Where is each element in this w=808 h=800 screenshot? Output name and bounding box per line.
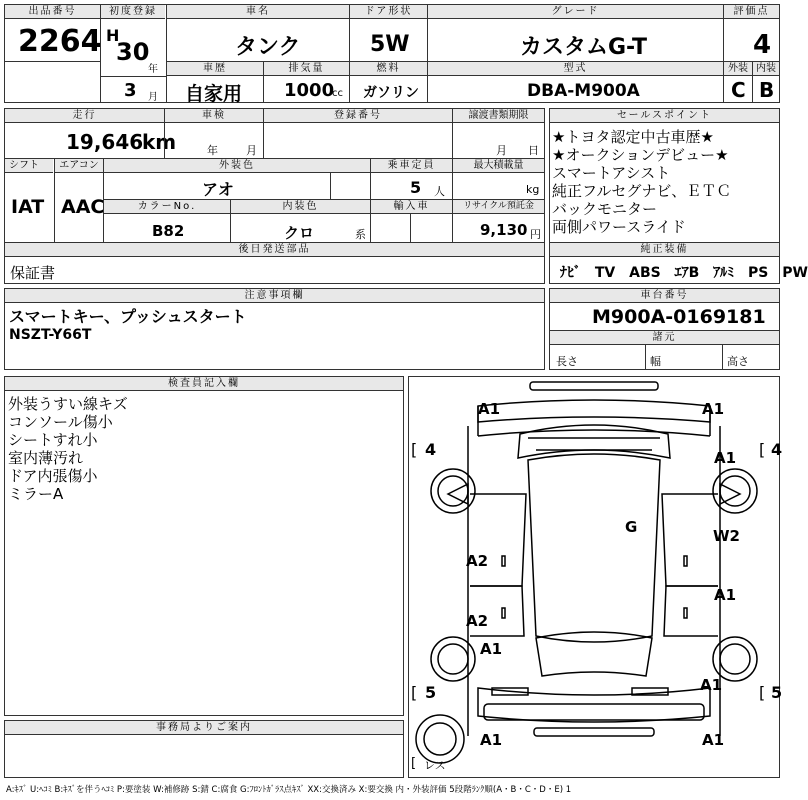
inspector-line: 室内薄汚れ — [8, 449, 84, 467]
int-grade-label: 内装 — [753, 62, 779, 76]
tire-fl: 4 — [425, 440, 437, 459]
int-color: クロ — [284, 224, 315, 242]
inspector-line: ミラーA — [8, 485, 64, 503]
import-label: 輸入車 — [371, 200, 452, 214]
grade: カスタムG-T — [520, 35, 647, 60]
recycle: 9,130 — [480, 221, 528, 239]
recycle-label: リサイクル預託金 — [453, 200, 544, 214]
door: 5W — [370, 32, 410, 57]
tire-rr-bracket: [ — [759, 683, 766, 702]
first-reg-label: 初度登録 — [101, 5, 165, 19]
capacity: 5 — [410, 178, 422, 197]
lot-no-label: 出品番号 — [5, 5, 100, 19]
sales-point: バックモニター — [552, 200, 658, 218]
int-grade: B — [759, 78, 775, 102]
car-diagram — [408, 376, 783, 778]
damage-mark: W2 — [713, 527, 740, 545]
history: 自家用 — [185, 83, 243, 105]
note-line: NSZT-Y66T — [9, 327, 92, 343]
year-unit: 年 — [148, 64, 158, 75]
insp-year-unit: 年 — [207, 144, 218, 157]
equip-item: ABS — [629, 265, 661, 281]
door-label: ドア形状 — [350, 5, 427, 19]
equip-item: PS — [748, 265, 769, 281]
ext-grade: C — [731, 78, 746, 102]
reg-no-label: 登録番号 — [264, 109, 452, 123]
tire-fl-bracket: [ — [411, 440, 418, 459]
ac-label: エアコン — [55, 159, 103, 173]
recycle-unit: 円 — [530, 228, 541, 241]
load-unit: kg — [526, 183, 540, 196]
damage-mark: A1 — [714, 586, 737, 604]
fuel: ガソリン — [363, 85, 419, 101]
spare-bracket: [ — [411, 756, 417, 771]
notes-label: 注意事項欄 — [5, 289, 544, 303]
dim-length: 長さ — [556, 355, 578, 368]
ac: AAC — [61, 196, 105, 218]
damage-mark: A1 — [480, 731, 503, 749]
inspector-line: シートすれ小 — [8, 431, 98, 449]
damage-mark: A2 — [466, 612, 489, 630]
equip-item: TV — [594, 265, 616, 281]
sales-points-list — [552, 128, 731, 236]
model-code: DBA-M900A — [527, 81, 640, 101]
history-label: 車歴 — [167, 62, 263, 76]
era: H — [106, 26, 120, 45]
inspector-label: 検査員記入欄 — [5, 377, 403, 391]
tire-rl: 5 — [425, 683, 437, 702]
mileage: 19,646 — [66, 130, 144, 154]
sales-points-label: セールスポイント — [550, 109, 779, 123]
ext-grade-label: 外装 — [724, 62, 752, 76]
color-no-label: カラーNo. — [104, 200, 230, 214]
legend: A:ｷｽﾞ U:ﾍｺﾐ B:ｷｽﾞを伴うﾍｺﾐ P:要塗装 W:補修跡 S:錆 C:腐食 G:ﾌﾛﾝﾄｶﾞﾗｽ点ｷｽﾞ XX:交換済み X:要交換 内・外装評価 5段階ﾗﾝｸ順(A・B・C・D・E) 1 — [6, 785, 572, 795]
equip-item: PW — [782, 265, 808, 281]
car-name-label: 車名 — [167, 5, 349, 19]
spare-tire: レス — [424, 759, 446, 772]
transfer-month-unit: 月 — [496, 144, 507, 157]
int-color-unit: 系 — [355, 228, 366, 241]
car-name: タンク — [235, 35, 301, 60]
ext-color: アオ — [202, 180, 234, 199]
tire-fr-bracket: [ — [759, 440, 766, 459]
inspector-list — [8, 395, 128, 503]
score: 4 — [753, 30, 772, 60]
fuel-label: 燃料 — [350, 62, 427, 76]
inspector-line: 外装うすい線キズ — [8, 395, 128, 413]
displacement-unit: cc — [332, 88, 343, 99]
displacement: 1000 — [284, 80, 335, 101]
shift-label: シフト — [5, 159, 53, 173]
damage-mark: G — [625, 518, 638, 536]
dims-label: 諸元 — [550, 331, 779, 345]
sales-point: 純正フルセグナビ、ＥＴＣ — [552, 182, 732, 200]
equip-item: ｴｱB — [674, 265, 700, 281]
damage-mark: A1 — [702, 731, 725, 749]
tire-rr: 5 — [771, 683, 783, 702]
equip-item: ｱﾙﾐ — [713, 265, 735, 281]
inspector-line: ドア内張傷小 — [8, 467, 98, 485]
damage-mark: A1 — [478, 400, 501, 418]
equip-item: ﾅﾋﾞ — [560, 265, 581, 281]
damage-mark: A1 — [480, 640, 503, 658]
damage-mark: A1 — [714, 449, 737, 467]
tire-rl-bracket: [ — [411, 683, 418, 702]
capacity-unit: 人 — [434, 185, 445, 198]
grade-label: グレード — [428, 5, 723, 19]
lot-no: 2264 — [18, 24, 102, 59]
sales-point: ★オークションデビュー★ — [552, 146, 729, 164]
transfer-label: 譲渡書類期限 — [453, 109, 544, 123]
note-line: スマートキー、プッシュスタート — [9, 307, 247, 326]
transfer-day-unit: 日 — [528, 144, 539, 157]
later-parts: 保証書 — [10, 264, 56, 282]
notes-list — [9, 308, 247, 344]
dim-width: 幅 — [650, 355, 661, 368]
damage-mark: A1 — [702, 400, 725, 418]
mileage-unit: km — [142, 130, 177, 154]
tire-fr: 4 — [771, 440, 783, 459]
inspection-label: 車検 — [165, 109, 263, 123]
sales-point: ★トヨタ認定中古車歴★ — [552, 128, 714, 146]
mileage-label: 走行 — [5, 109, 164, 123]
sales-point: 両側パワースライド — [552, 218, 686, 236]
chassis-label: 車台番号 — [550, 289, 779, 303]
dim-height: 高さ — [727, 355, 749, 368]
insp-month-unit: 月 — [246, 144, 257, 157]
office-label: 事務局よりご案内 — [5, 721, 403, 735]
sales-point: スマートアシスト — [552, 164, 671, 182]
load-label: 最大積載量 — [453, 159, 544, 173]
reg-year: 30 — [116, 38, 150, 66]
damage-mark: A2 — [466, 552, 489, 570]
int-color-label: 内装色 — [231, 200, 370, 214]
chassis-no: M900A-0169181 — [592, 306, 766, 328]
model-code-label: 型式 — [428, 62, 723, 76]
damage-mark: A1 — [700, 676, 723, 694]
score-label: 評価点 — [724, 5, 779, 19]
later-parts-label: 後日発送部品 — [5, 243, 544, 257]
reg-month: 3 — [124, 80, 137, 101]
equipment-label: 純正装備 — [550, 243, 779, 257]
inspector-line: コンソール傷小 — [8, 413, 113, 431]
shift: IAT — [11, 196, 45, 218]
month-unit: 月 — [148, 92, 158, 103]
displacement-label: 排気量 — [264, 62, 349, 76]
capacity-label: 乗車定員 — [371, 159, 452, 173]
equipment-items — [560, 262, 808, 282]
color-no: B82 — [152, 222, 185, 240]
ext-color-label: 外装色 — [104, 159, 370, 173]
